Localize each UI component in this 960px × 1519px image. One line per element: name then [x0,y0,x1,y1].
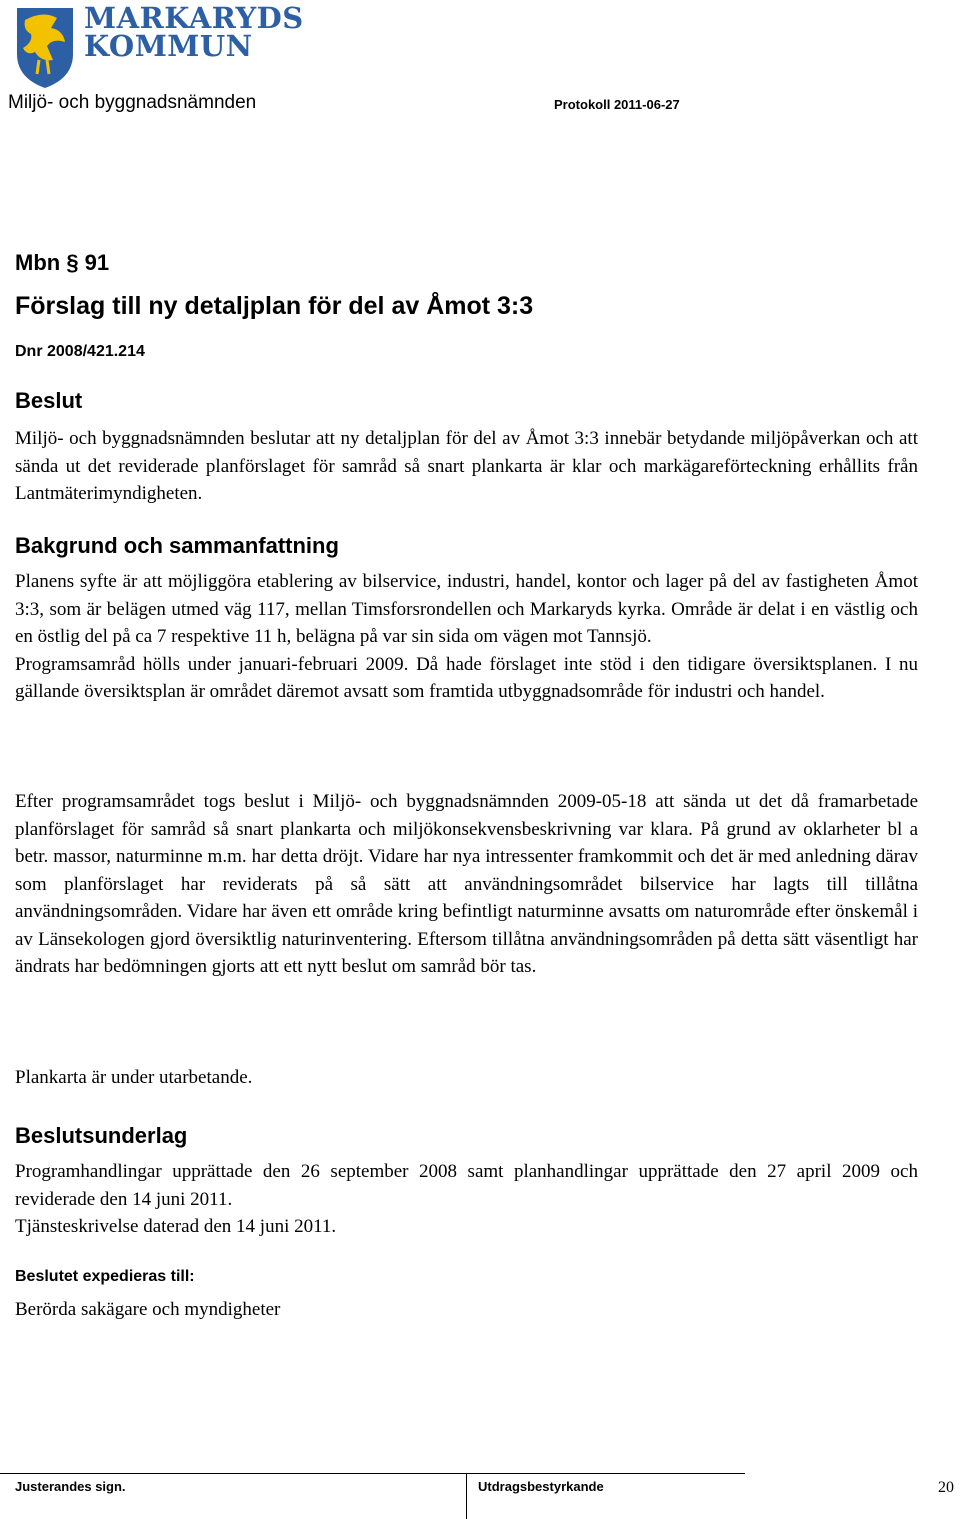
underlag-text [15,1158,918,1241]
footer-divider [0,1473,745,1474]
page-number: 20 [938,1479,954,1496]
bakgrund-paragraph-4: Plankarta är under utarbetande. [15,1067,253,1088]
beslut-heading: Beslut [15,388,83,413]
beslut-paragraph: Miljö- och byggnadsnämnden beslutar att ny detaljplan för del av Åmot 3:3 innebär betydande miljöpåverkan och att sända ut det reviderade planförslaget för samråd så snart plankarta är klar och markägareförteckning erhållits från Lantmäterimyndigheten. [15,428,918,504]
logo-line-2: KOMMUN [84,29,253,63]
logo-wordmark [84,1,304,63]
case-title: Förslag till ny detaljplan för del av Åmot 3:3 [15,292,534,320]
footer-signature-label: Justerandes sign. [15,1479,126,1494]
bakgrund-paragraph-1: Planens syfte är att möjliggöra etablering av bilservice, industri, handel, kontor och lager på del av fastigheten Åmot 3:3, som är belägen utmed väg 117, mellan Timsforsrondellen och Markaryds kyrka. Område är delat i en västlig och en östlig del på ca 7 respektive 11 h, belägna på var sin sida om vägen mot Tannsjö. [15,571,918,647]
coat-of-arms-icon [13,4,77,90]
bakgrund-paragraph-2: Programsamråd hölls under januari-februari 2009. Då hade förslaget inte stöd i den tidigare översiktsplanen. I nu gällande översiktsplan är området däremot avsatt som framtida utbyggnadsområde för industri och handel. [15,653,918,702]
expedieras-text [15,1296,918,1324]
underlag-paragraph-1: Programhandlingar upprättade den 26 september 2008 samt planhandlingar upprättade den 27 april 2009 och reviderade den 14 juni 2011. [15,1161,918,1210]
underlag-paragraph-2: Tjänsteskrivelse daterad den 14 juni 2011. [15,1216,337,1237]
logo-line-1: MARKARYDS [84,1,304,35]
department-name: Miljö- och byggnadsnämnden [8,92,257,113]
bakgrund-text-3 [15,1064,918,1092]
beslut-text [15,425,918,508]
case-number: Mbn § 91 [15,250,110,275]
protocol-date: Protokoll 2011-06-27 [554,97,680,112]
underlag-heading: Beslutsunderlag [15,1123,188,1148]
expedieras-paragraph: Berörda sakägare och myndigheter [15,1299,281,1320]
bakgrund-text-2 [15,788,918,981]
bakgrund-paragraph-3: Efter programsamrådet togs beslut i Miljö- och byggnadsnämnden 2009-05-18 att sända ut det då framarbetade planförslaget för samråd så snart plankarta och miljökonsekvensbeskrivning var klara. På grund av oklarheter bl a betr. massor, naturminne m.m. har detta dröjt. Vidare har nya intressenter framkommit och det är med anledning därav som planförslaget har reviderats på så sätt att användningsområdet bilservice har lagts till tillåtna användningsområden. Vidare har även ett område kring befintligt naturminne avsatts om naturområde efter önskemål i av Länsekologen gjord översiktlig naturinventering. Eftersom tillåtna användningsområden på detta sätt väsentligt har ändrats har bedömningen gjorts att ett nytt beslut om samråd bör tas. [15,791,918,977]
case-dnr: Dnr 2008/421.214 [15,343,145,360]
footer-vertical-divider [466,1473,467,1519]
footer-certification-label: Utdragsbestyrkande [478,1479,604,1494]
expedieras-heading: Beslutet expedieras till: [15,1268,195,1285]
bakgrund-heading: Bakgrund och sammanfattning [15,533,339,558]
bakgrund-text [15,568,918,706]
